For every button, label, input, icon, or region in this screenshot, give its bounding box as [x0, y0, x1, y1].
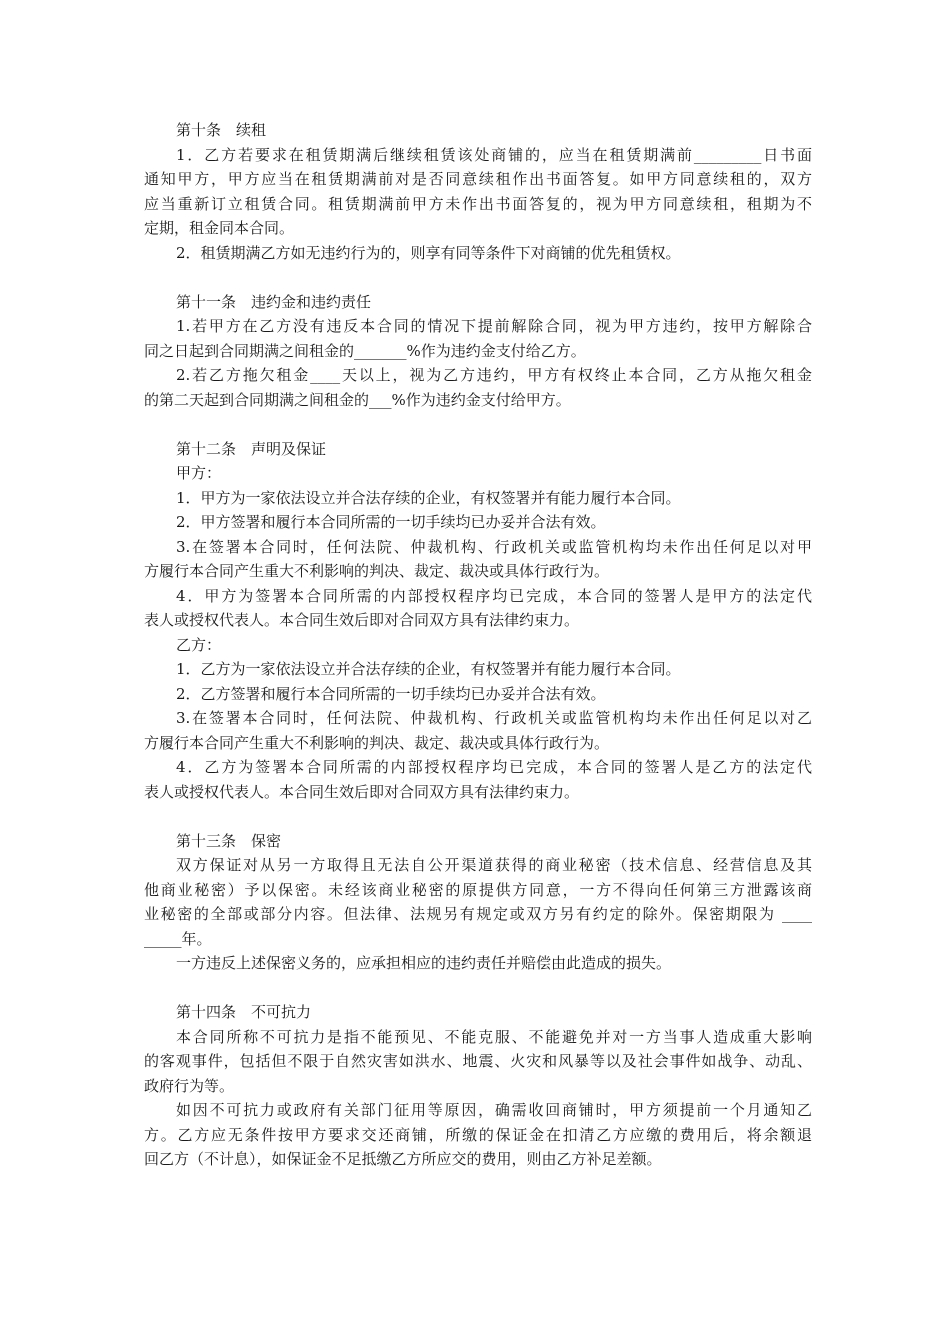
article-14-line-5: 方。乙方应无条件按甲方要求交还商铺，所缴的保证金在扣清乙方应缴的费用后，将余额退 [144, 1125, 812, 1144]
article-13-confidentiality [144, 829, 812, 976]
article-11-line-1: 1.若甲方在乙方没有违反本合同的情况下提前解除合同，视为甲方违约，按甲方解除合 [176, 317, 812, 335]
article-10-line-4: 定期，租金同本合同。 [144, 219, 295, 237]
article-12-line-2: 2．甲方签署和履行本合同所需的一切手续均已办妥并合法有效。 [176, 513, 606, 531]
article-13-line-5: 一方违反上述保密义务的，应承担相应的违约责任并赔偿由此造成的损失。 [176, 954, 672, 972]
article-12-line-8: 2．乙方签署和履行本合同所需的一切手续均已办妥并合法有效。 [176, 684, 606, 703]
article-12-line-12: 表人或授权代表人。本合同生效后即对合同双方具有法律约束力。 [144, 782, 580, 801]
article-13-line-2: 他商业秘密）予以保密。未经该商业秘密的原提供方同意，一方不得向任何第三方泄露该商 [144, 880, 812, 899]
article-10-line-3: 应当重新订立租赁合同。租赁期满前甲方未作出书面答复的，视为甲方同意续租，租期为不 [144, 194, 812, 213]
article-10-line-2: 通知甲方，甲方应当在租赁期满前对是否同意续租作出书面答复。如甲方同意续租的，双方 [144, 170, 812, 188]
article-14-title: 第十四条 不可抗力 [176, 1003, 312, 1021]
article-14-line-3: 政府行为等。 [144, 1076, 235, 1095]
article-12-party-b-label: 乙方： [176, 635, 222, 654]
article-11-title: 第十一条 违约金和违约责任 [176, 292, 372, 311]
article-12-line-10: 方履行本合同产生重大不利影响的判决、裁定、裁决或具体行政行为。 [144, 733, 610, 752]
article-13-title: 第十三条 保密 [176, 831, 282, 850]
article-12-title: 第十二条 声明及保证 [176, 439, 327, 458]
article-14-line-1: 本合同所称不可抗力是指不能预见、不能克服、不能避免并对一方当事人造成重大影响 [176, 1027, 812, 1046]
document-page [144, 118, 812, 1196]
article-14-line-6: 回乙方（不计息），如保证金不足抵缴乙方所应交的费用，则由乙方补足差额。 [144, 1150, 662, 1168]
article-12-line-4: 方履行本合同产生重大不利影响的判决、裁定、裁决或具体行政行为。 [144, 562, 610, 580]
article-12-line-6: 表人或授权代表人。本合同生效后即对合同双方具有法律约束力。 [144, 611, 580, 629]
article-12-line-7: 1．乙方为一家依法设立并合法存续的企业，有权签署并有能力履行本合同。 [176, 660, 681, 678]
article-12-line-9: 3.在签署本合同时，任何法院、仲裁机构、行政机关或监管机构均未作出任何足以对乙 [176, 709, 812, 727]
article-14-line-2: 的客观事件，包括但不限于自然灾害如洪水、地震、火灾和风暴等以及社会事件如战争、动乱、 [144, 1052, 812, 1070]
article-10-line-1: 1．乙方若要求在租赁期满后继续租赁该处商铺的，应当在租赁期满前_________日书面 [176, 145, 812, 164]
article-12-line-1: 1．甲方为一家依法设立并合法存续的企业，有权签署并有能力履行本合同。 [176, 488, 681, 507]
article-11-line-4: 的第二天起到合同期满之间租金的___%作为违约金支付给甲方。 [144, 390, 571, 409]
article-10-renewal [144, 118, 812, 265]
article-11-line-3: 2.若乙方拖欠租金____天以上，视为乙方违约，甲方有权终止本合同，乙方从拖欠租金 [176, 366, 812, 384]
article-12-warranties [144, 437, 812, 805]
article-13-line-1: 双方保证对从另一方取得且无法自公开渠道获得的商业秘密（技术信息、经营信息及其 [176, 856, 812, 874]
article-13-line-4: _____年。 [144, 929, 212, 948]
article-12-party-a-label: 甲方： [176, 464, 222, 482]
article-12-line-3: 3.在签署本合同时，任何法院、仲裁机构、行政机关或监管机构均未作出任何足以对甲 [176, 537, 812, 556]
article-10-line-5: 2．租赁期满乙方如无违约行为的，则享有同等条件下对商铺的优先租赁权。 [176, 243, 681, 262]
article-14-force-majeure [144, 1000, 812, 1172]
article-12-line-5: 4．甲方为签署本合同所需的内部授权程序均已完成，本合同的签署人是甲方的法定代 [176, 586, 812, 605]
article-13-line-3: 业秘密的全部或部分内容。但法律、法规另有规定或双方另有约定的除外。保密期限为 ____ [144, 905, 812, 923]
article-10-title: 第十条 续租 [176, 121, 267, 139]
article-11-line-2: 同之日起到合同期满之间租金的_______%作为违约金支付给乙方。 [144, 341, 586, 360]
article-12-line-11: 4．乙方为签署本合同所需的内部授权程序均已完成，本合同的签署人是乙方的法定代 [176, 758, 812, 776]
article-14-line-4: 如因不可抗力或政府有关部门征用等原因，确需收回商铺时，甲方须提前一个月通知乙 [176, 1101, 812, 1119]
article-11-penalty [144, 290, 812, 413]
